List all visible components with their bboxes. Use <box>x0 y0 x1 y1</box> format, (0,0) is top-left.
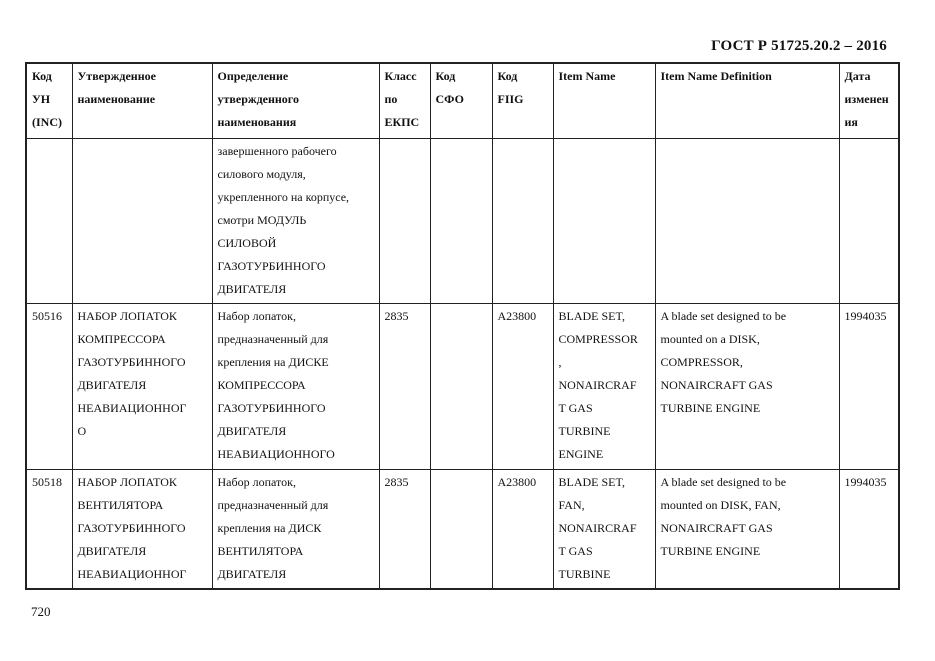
cell-text-line: mounted on a DISK, <box>660 331 760 346</box>
header-text-line: Определение <box>217 69 289 83</box>
cell-definition <box>212 469 379 589</box>
cell-code-un <box>26 138 72 303</box>
table-row <box>26 469 899 589</box>
cell-text-line: 2835 <box>384 474 409 489</box>
cell-text-line: ДВИГАТЕЛЯ <box>77 543 147 558</box>
cell-code-sfo <box>430 303 492 469</box>
cell-text-line: ВЕНТИЛЯТОРА <box>77 497 164 512</box>
cell-text-line: TURBINE <box>558 566 611 581</box>
cell-text-line: 1994035 <box>844 308 887 323</box>
cell-text-line: mounted on DISK, FAN, <box>660 497 781 512</box>
header-text-line: ЕКПС <box>384 115 420 129</box>
table-row <box>26 138 899 303</box>
page-number: 720 <box>31 604 51 619</box>
cell-class-ekps <box>379 138 430 303</box>
cell-code-un <box>26 469 72 589</box>
column-header-code-sfo <box>430 63 492 138</box>
column-header-code-fiig <box>492 63 553 138</box>
header-text-line: FIIG <box>497 92 524 106</box>
header-text-line: Код <box>435 69 456 83</box>
header-text-line: Item Name <box>558 69 616 83</box>
cell-text-line: крепления на ДИСК <box>217 520 322 535</box>
cell-text-line: T GAS <box>558 400 593 415</box>
header-text-line: Код <box>32 69 52 83</box>
cell-text-line: Набор лопаток, <box>217 308 296 323</box>
header-text-line: по <box>384 92 398 106</box>
cell-text-line: предназначенный для <box>217 497 329 512</box>
cell-text-line: ДВИГАТЕЛЯ <box>77 377 147 392</box>
cell-change-date <box>839 469 899 589</box>
cell-text-line: NONAIRCRAFT GAS <box>660 377 773 392</box>
table-row <box>26 303 899 469</box>
cell-text-line: A blade set designed to be <box>660 474 787 489</box>
cell-text-line: TURBINE ENGINE <box>660 543 761 558</box>
cell-text-line: NONAIRCRAFT GAS <box>660 520 773 535</box>
cell-text-line: 50516 <box>32 308 62 323</box>
cell-item-name <box>553 138 655 303</box>
column-header-change-date <box>839 63 899 138</box>
cell-text-line: TURBINE <box>558 423 611 438</box>
table-header-row <box>26 63 899 138</box>
cell-text-line: BLADE SET, <box>558 308 625 323</box>
cell-text-line: , <box>558 354 562 369</box>
cell-text-line: силового модуля, <box>217 166 306 181</box>
column-header-class-ekps <box>379 63 430 138</box>
cell-text-line: смотри МОДУЛЬ <box>217 212 307 227</box>
cell-approved-name <box>72 469 212 589</box>
cell-code-fiig <box>492 138 553 303</box>
cell-text-line: ГАЗОТУРБИННОГО <box>217 400 326 415</box>
cell-text-line: завершенного рабочего <box>217 143 337 158</box>
header-text-line: наименование <box>77 92 156 106</box>
cell-text-line: НЕАВИАЦИОННОГО <box>217 446 335 461</box>
cell-text-line: крепления на ДИСКЕ <box>217 354 329 369</box>
cell-class-ekps <box>379 303 430 469</box>
document-standard-code: ГОСТ Р 51725.20.2 – 2016 <box>711 38 887 54</box>
column-header-item-name-definition <box>655 63 839 138</box>
column-header-code-un-inc <box>26 63 72 138</box>
cell-item-name <box>553 469 655 589</box>
cell-class-ekps <box>379 469 430 589</box>
cell-item-name-definition <box>655 469 839 589</box>
cell-text-line: ГАЗОТУРБИННОГО <box>217 258 326 273</box>
cell-approved-name <box>72 138 212 303</box>
header-text-line: (INC) <box>32 115 62 129</box>
header-text-line: УН <box>32 92 51 106</box>
cell-text-line: КОМПРЕССОРА <box>217 377 306 392</box>
cell-text-line: ВЕНТИЛЯТОРА <box>217 543 304 558</box>
header-text-line: наименования <box>217 115 297 129</box>
cell-text-line: A23800 <box>497 474 537 489</box>
header-text-line: ия <box>844 115 858 129</box>
header-text-line: утвержденного <box>217 92 299 106</box>
cell-text-line: НЕАВИАЦИОННОГ <box>77 566 187 581</box>
header-text-line: Утвержденное <box>77 69 156 83</box>
cell-change-date <box>839 138 899 303</box>
cell-text-line: 50518 <box>32 474 62 489</box>
cell-text-line: COMPRESSOR, <box>660 354 743 369</box>
header-text-line: Item Name Definition <box>660 69 772 83</box>
cell-text-line: 2835 <box>384 308 409 323</box>
cell-text-line: FAN, <box>558 497 585 512</box>
cell-text-line: предназначенный для <box>217 331 329 346</box>
column-header-definition <box>212 63 379 138</box>
cell-text-line: TURBINE ENGINE <box>660 400 761 415</box>
cell-text-line: ENGINE <box>558 446 604 461</box>
cell-text-line: T GAS <box>558 543 593 558</box>
cell-code-sfo <box>430 469 492 589</box>
cell-item-name-definition <box>655 303 839 469</box>
cell-text-line: ГАЗОТУРБИННОГО <box>77 520 186 535</box>
cell-text-line: укрепленного на корпусе, <box>217 189 350 204</box>
header-text-line: Дата <box>844 69 871 83</box>
column-header-item-name <box>553 63 655 138</box>
cell-text-line: ДВИГАТЕЛЯ <box>217 566 287 581</box>
item-names-table <box>25 62 900 590</box>
header-text-line: Код <box>497 69 518 83</box>
header-text-line: Класс <box>384 69 417 83</box>
cell-text-line: NONAIRCRAF <box>558 377 637 392</box>
cell-text-line: 1994035 <box>844 474 887 489</box>
cell-text-line: Набор лопаток, <box>217 474 296 489</box>
cell-code-fiig <box>492 469 553 589</box>
cell-text-line: НЕАВИАЦИОННОГ <box>77 400 187 415</box>
cell-text-line: ДВИГАТЕЛЯ <box>217 423 287 438</box>
header-text-line: изменен <box>844 92 889 106</box>
cell-text-line: ГАЗОТУРБИННОГО <box>77 354 186 369</box>
cell-approved-name <box>72 303 212 469</box>
cell-text-line: BLADE SET, <box>558 474 625 489</box>
cell-text-line: A23800 <box>497 308 537 323</box>
cell-definition <box>212 303 379 469</box>
cell-definition <box>212 138 379 303</box>
cell-code-un <box>26 303 72 469</box>
cell-text-line: НАБОР ЛОПАТОК <box>77 308 177 323</box>
header-text-line: СФО <box>435 92 464 106</box>
cell-code-sfo <box>430 138 492 303</box>
cell-text-line: О <box>77 423 87 438</box>
cell-text-line: СИЛОВОЙ <box>217 235 277 250</box>
cell-item-name-definition <box>655 138 839 303</box>
cell-text-line: COMPRESSOR <box>558 331 638 346</box>
cell-text-line: A blade set designed to be <box>660 308 787 323</box>
cell-text-line: ДВИГАТЕЛЯ <box>217 281 287 296</box>
column-header-approved-name <box>72 63 212 138</box>
cell-text-line: NONAIRCRAF <box>558 520 637 535</box>
cell-code-fiig <box>492 303 553 469</box>
cell-text-line: КОМПРЕССОРА <box>77 331 166 346</box>
cell-item-name <box>553 303 655 469</box>
cell-text-line: НАБОР ЛОПАТОК <box>77 474 177 489</box>
cell-change-date <box>839 303 899 469</box>
